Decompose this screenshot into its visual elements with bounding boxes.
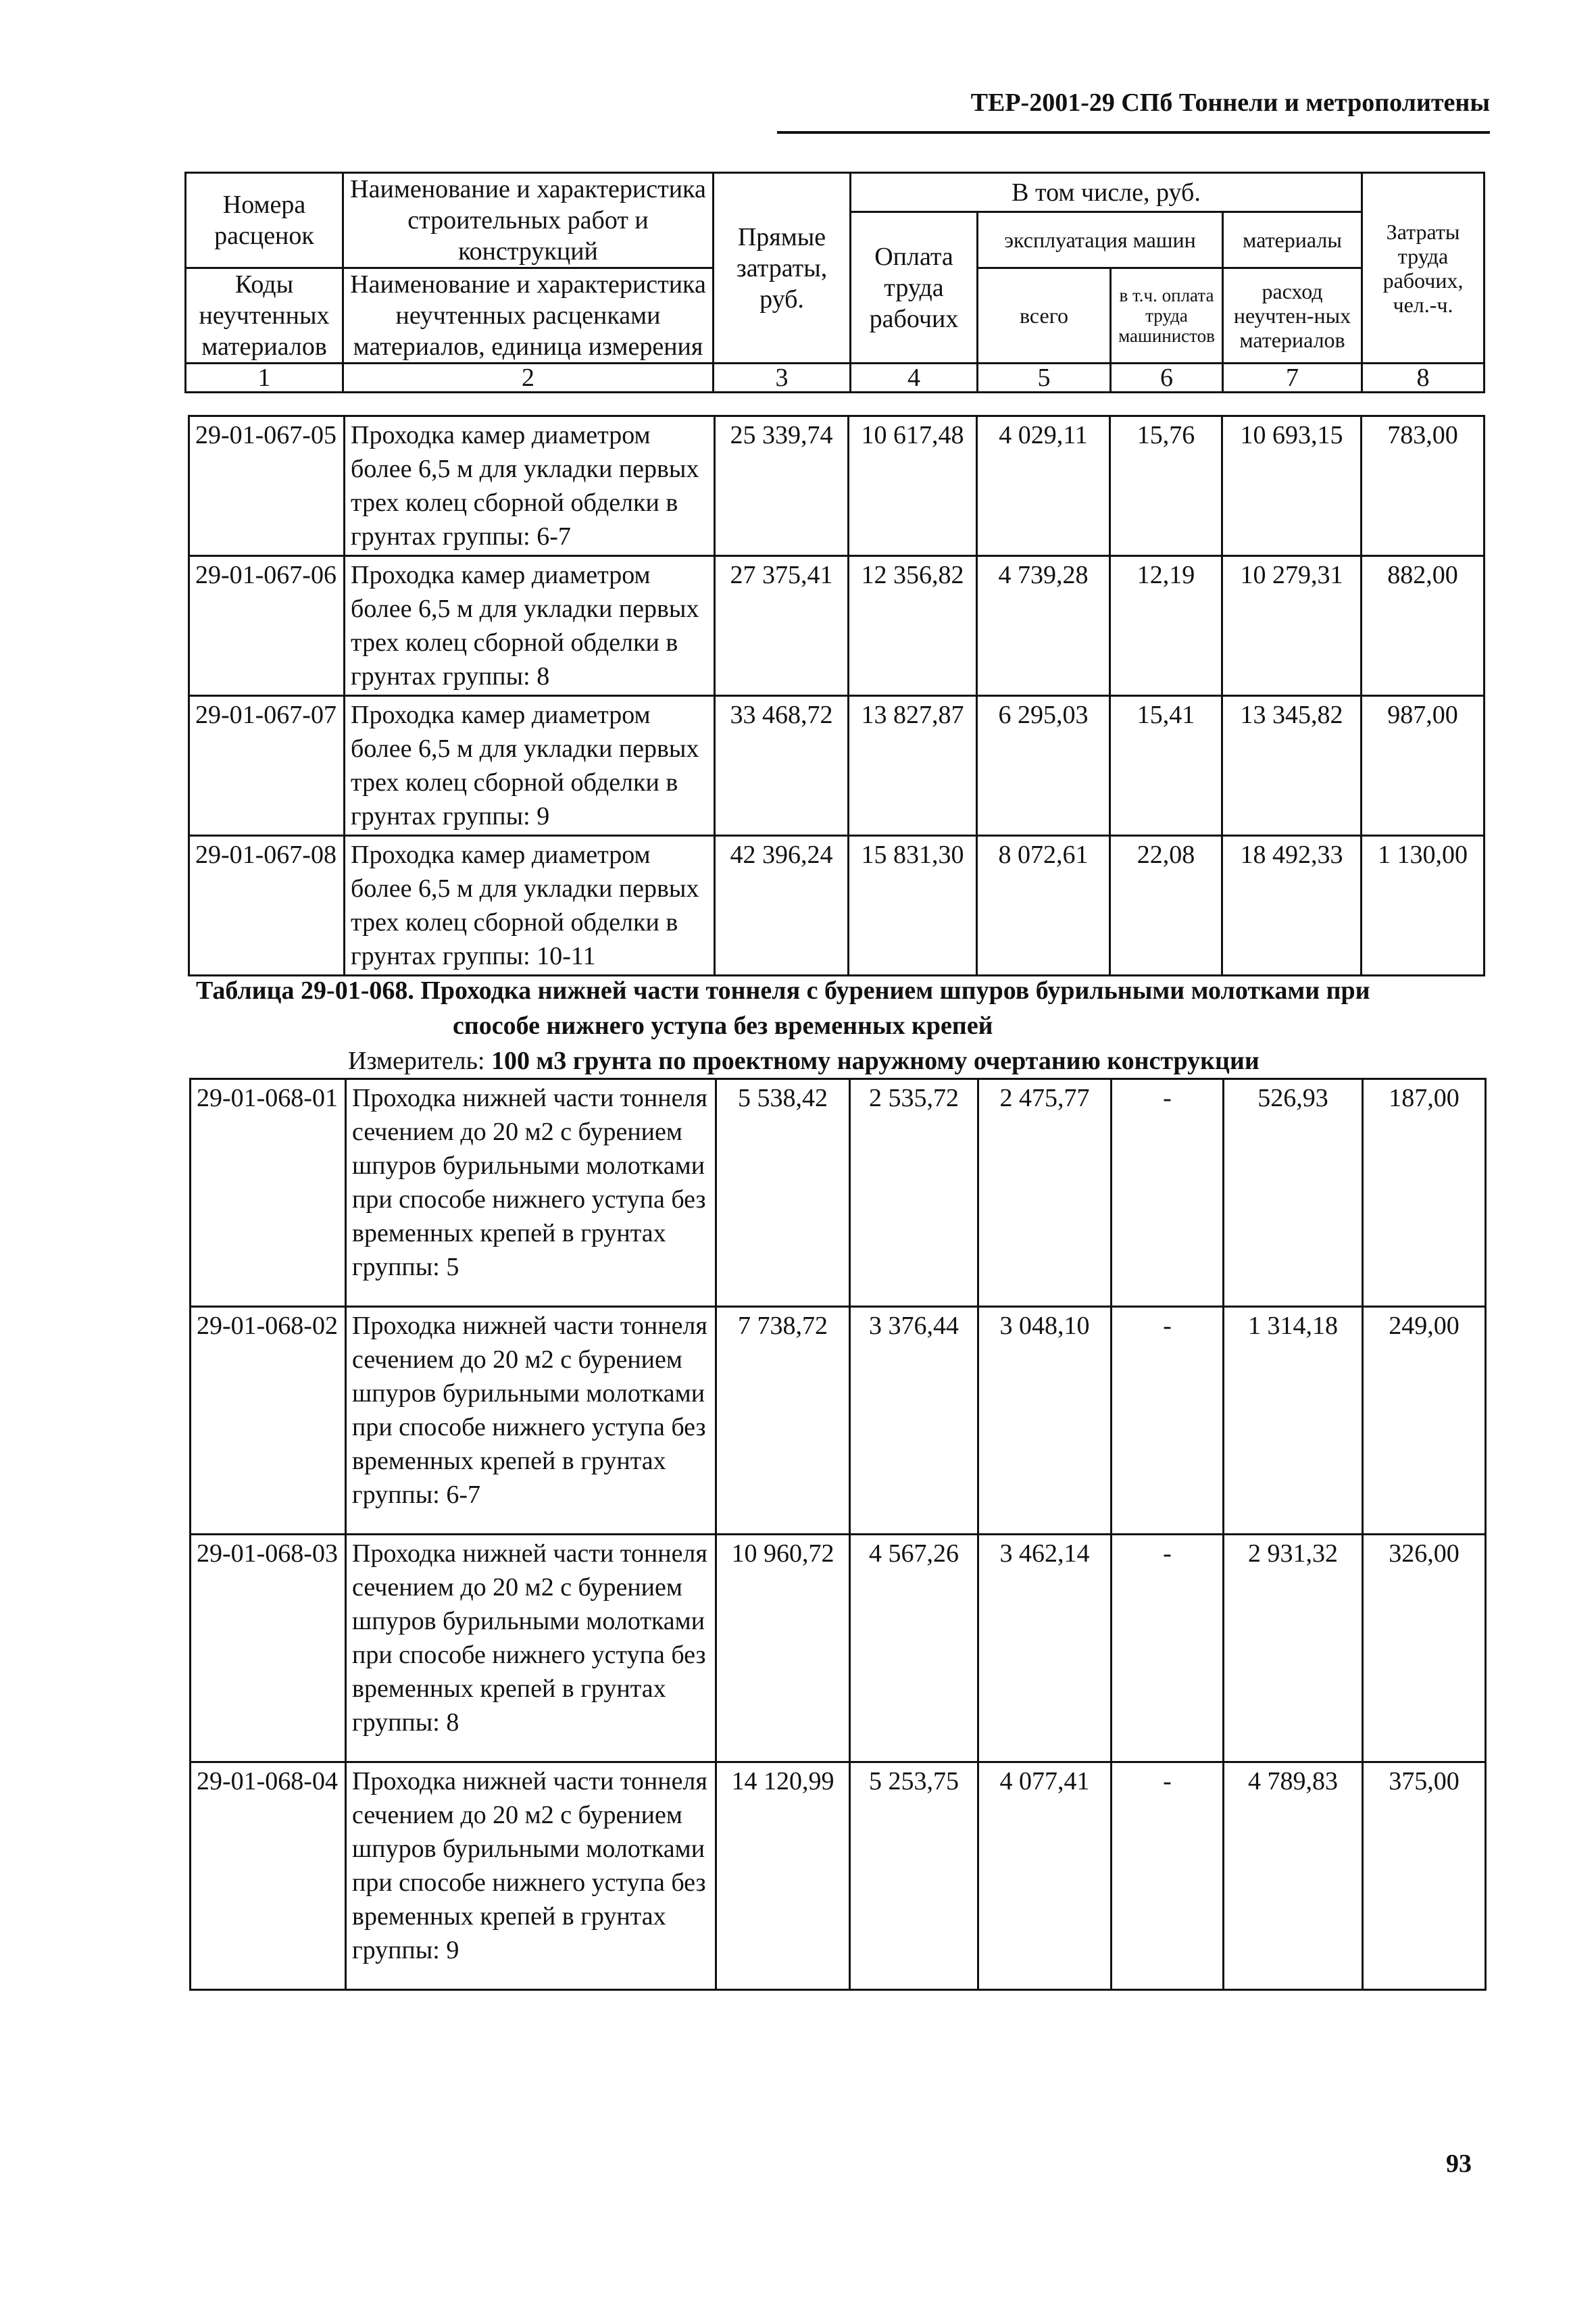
machinist-wages: - xyxy=(1112,1535,1224,1762)
column-number: 3 xyxy=(714,364,851,393)
header-machines-total: всего xyxy=(978,268,1111,364)
labor-costs: 375,00 xyxy=(1363,1762,1486,1990)
materials-cost: 2 931,32 xyxy=(1224,1535,1363,1762)
machines-total: 6 295,03 xyxy=(977,696,1110,836)
header-wages: Оплата труда рабочих xyxy=(851,212,978,364)
column-number: 4 xyxy=(851,364,978,393)
direct-costs: 33 468,72 xyxy=(715,696,849,836)
direct-costs: 42 396,24 xyxy=(715,836,849,976)
header-machines: эксплуатация машин xyxy=(978,212,1223,268)
rates-table-067 xyxy=(188,415,1485,976)
table-row xyxy=(189,696,1485,836)
measure-unit xyxy=(348,1046,1260,1076)
rate-code: 29-01-068-01 xyxy=(191,1079,346,1307)
labor-costs: 882,00 xyxy=(1362,556,1485,696)
header-unaccounted-materials: расход неучтен-ных материалов xyxy=(1223,268,1362,364)
worker-wages: 3 376,44 xyxy=(850,1307,978,1535)
rate-code: 29-01-068-04 xyxy=(191,1762,346,1990)
column-number: 1 xyxy=(186,364,343,393)
materials-cost: 526,93 xyxy=(1224,1079,1363,1307)
materials-cost: 4 789,83 xyxy=(1224,1762,1363,1990)
work-description: Проходка камер диаметром более 6,5 м для укладки первых трех колец сборной обделки в грунтах группы: 8 xyxy=(345,556,715,696)
measure-value: 100 м3 грунта по проектному наружному очертанию конструкции xyxy=(491,1047,1260,1075)
machinist-wages: - xyxy=(1112,1079,1224,1307)
header-labor-costs: Затраты труда рабочих, чел.-ч. xyxy=(1362,173,1485,364)
measure-label: Измеритель: xyxy=(348,1047,485,1075)
work-description: Проходка камер диаметром более 6,5 м для укладки первых трех колец сборной обделки в грунтах группы: 9 xyxy=(345,696,715,836)
worker-wages: 2 535,72 xyxy=(850,1079,978,1307)
labor-costs: 249,00 xyxy=(1363,1307,1486,1535)
header-work-name: Наименование и характеристика строительных работ и конструкций xyxy=(343,173,714,268)
machinist-wages: 15,76 xyxy=(1110,416,1222,556)
table-row xyxy=(189,416,1485,556)
machines-total: 8 072,61 xyxy=(977,836,1110,976)
work-description: Проходка нижней части тоннеля сечением до 20 м2 с бурением шпуров бурильными молотками при способе нижнего уступа без временных крепей в грунтах группы: 5 xyxy=(346,1079,716,1307)
machinist-wages: 12,19 xyxy=(1110,556,1222,696)
header-unaccounted-name: Наименование и характеристика неучтенных расценками материалов, единица измерения xyxy=(343,268,714,364)
header-rate-numbers: Номера расценок xyxy=(186,173,343,268)
table-row xyxy=(191,1535,1486,1762)
rate-code: 29-01-068-03 xyxy=(191,1535,346,1762)
rate-code: 29-01-068-02 xyxy=(191,1307,346,1535)
header-machinist-wages: в т.ч. оплата труда машинистов xyxy=(1111,268,1223,364)
table-row xyxy=(191,1307,1486,1535)
rate-code: 29-01-067-08 xyxy=(189,836,345,976)
labor-costs: 987,00 xyxy=(1362,696,1485,836)
machines-total: 3 462,14 xyxy=(978,1535,1112,1762)
direct-costs: 14 120,99 xyxy=(716,1762,850,1990)
materials-cost: 1 314,18 xyxy=(1224,1307,1363,1535)
machinist-wages: - xyxy=(1112,1762,1224,1990)
machinist-wages: 22,08 xyxy=(1110,836,1222,976)
direct-costs: 25 339,74 xyxy=(715,416,849,556)
header-including: В том числе, руб. xyxy=(851,173,1362,212)
rates-table-068 xyxy=(189,1078,1487,1991)
work-description: Проходка камер диаметром более 6,5 м для укладки первых трех колец сборной обделки в грунтах группы: 10-11 xyxy=(345,836,715,976)
labor-costs: 1 130,00 xyxy=(1362,836,1485,976)
labor-costs: 783,00 xyxy=(1362,416,1485,556)
machines-total: 4 077,41 xyxy=(978,1762,1112,1990)
column-number: 7 xyxy=(1223,364,1362,393)
work-description: Проходка нижней части тоннеля сечением до 20 м2 с бурением шпуров бурильными молотками при способе нижнего уступа без временных крепей в грунтах группы: 8 xyxy=(346,1535,716,1762)
machines-total: 2 475,77 xyxy=(978,1079,1112,1307)
machines-total: 4 029,11 xyxy=(977,416,1110,556)
worker-wages: 15 831,30 xyxy=(849,836,977,976)
table-068-title xyxy=(196,973,1480,1043)
column-number: 6 xyxy=(1111,364,1223,393)
direct-costs: 10 960,72 xyxy=(716,1535,850,1762)
work-description: Проходка нижней части тоннеля сечением до 20 м2 с бурением шпуров бурильными молотками при способе нижнего уступа без временных крепей в грунтах группы: 9 xyxy=(346,1762,716,1990)
table-row xyxy=(191,1762,1486,1990)
labor-costs: 326,00 xyxy=(1363,1535,1486,1762)
table-title-line: Таблица 29-01-068. Проходка нижней части тоннеля с бурением шпуров бурильными молотками при xyxy=(196,976,1370,1005)
machines-total: 3 048,10 xyxy=(978,1307,1112,1535)
work-description: Проходка нижней части тоннеля сечением до 20 м2 с бурением шпуров бурильными молотками при способе нижнего уступа без временных крепей в грунтах группы: 6-7 xyxy=(346,1307,716,1535)
table-title-line: способе нижнего уступа без временных крепей xyxy=(453,1012,993,1040)
direct-costs: 7 738,72 xyxy=(716,1307,850,1535)
materials-cost: 18 492,33 xyxy=(1222,836,1362,976)
column-number: 5 xyxy=(978,364,1111,393)
rate-code: 29-01-067-06 xyxy=(189,556,345,696)
work-description: Проходка камер диаметром более 6,5 м для укладки первых трех колец сборной обделки в грунтах группы: 6-7 xyxy=(345,416,715,556)
worker-wages: 10 617,48 xyxy=(849,416,977,556)
worker-wages: 4 567,26 xyxy=(850,1535,978,1762)
table-row xyxy=(189,556,1485,696)
table-row xyxy=(189,836,1485,976)
header-unaccounted-codes: Коды неучтенных материалов xyxy=(186,268,343,364)
labor-costs: 187,00 xyxy=(1363,1079,1486,1307)
header-rule xyxy=(777,131,1490,134)
materials-cost: 13 345,82 xyxy=(1222,696,1362,836)
header-materials: материалы xyxy=(1223,212,1362,268)
column-number: 8 xyxy=(1362,364,1485,393)
rate-code: 29-01-067-05 xyxy=(189,416,345,556)
machines-total: 4 739,28 xyxy=(977,556,1110,696)
column-header-table xyxy=(184,172,1485,393)
header-direct-costs: Прямые затраты, руб. xyxy=(714,173,851,364)
page-number: 93 xyxy=(1446,2150,1472,2178)
worker-wages: 12 356,82 xyxy=(849,556,977,696)
machinist-wages: 15,41 xyxy=(1110,696,1222,836)
running-head: ТЕР-2001-29 СПб Тоннели и метрополитены xyxy=(970,89,1490,117)
machinist-wages: - xyxy=(1112,1307,1224,1535)
materials-cost: 10 279,31 xyxy=(1222,556,1362,696)
direct-costs: 27 375,41 xyxy=(715,556,849,696)
column-number: 2 xyxy=(343,364,714,393)
rate-code: 29-01-067-07 xyxy=(189,696,345,836)
worker-wages: 5 253,75 xyxy=(850,1762,978,1990)
direct-costs: 5 538,42 xyxy=(716,1079,850,1307)
materials-cost: 10 693,15 xyxy=(1222,416,1362,556)
worker-wages: 13 827,87 xyxy=(849,696,977,836)
table-row xyxy=(191,1079,1486,1307)
